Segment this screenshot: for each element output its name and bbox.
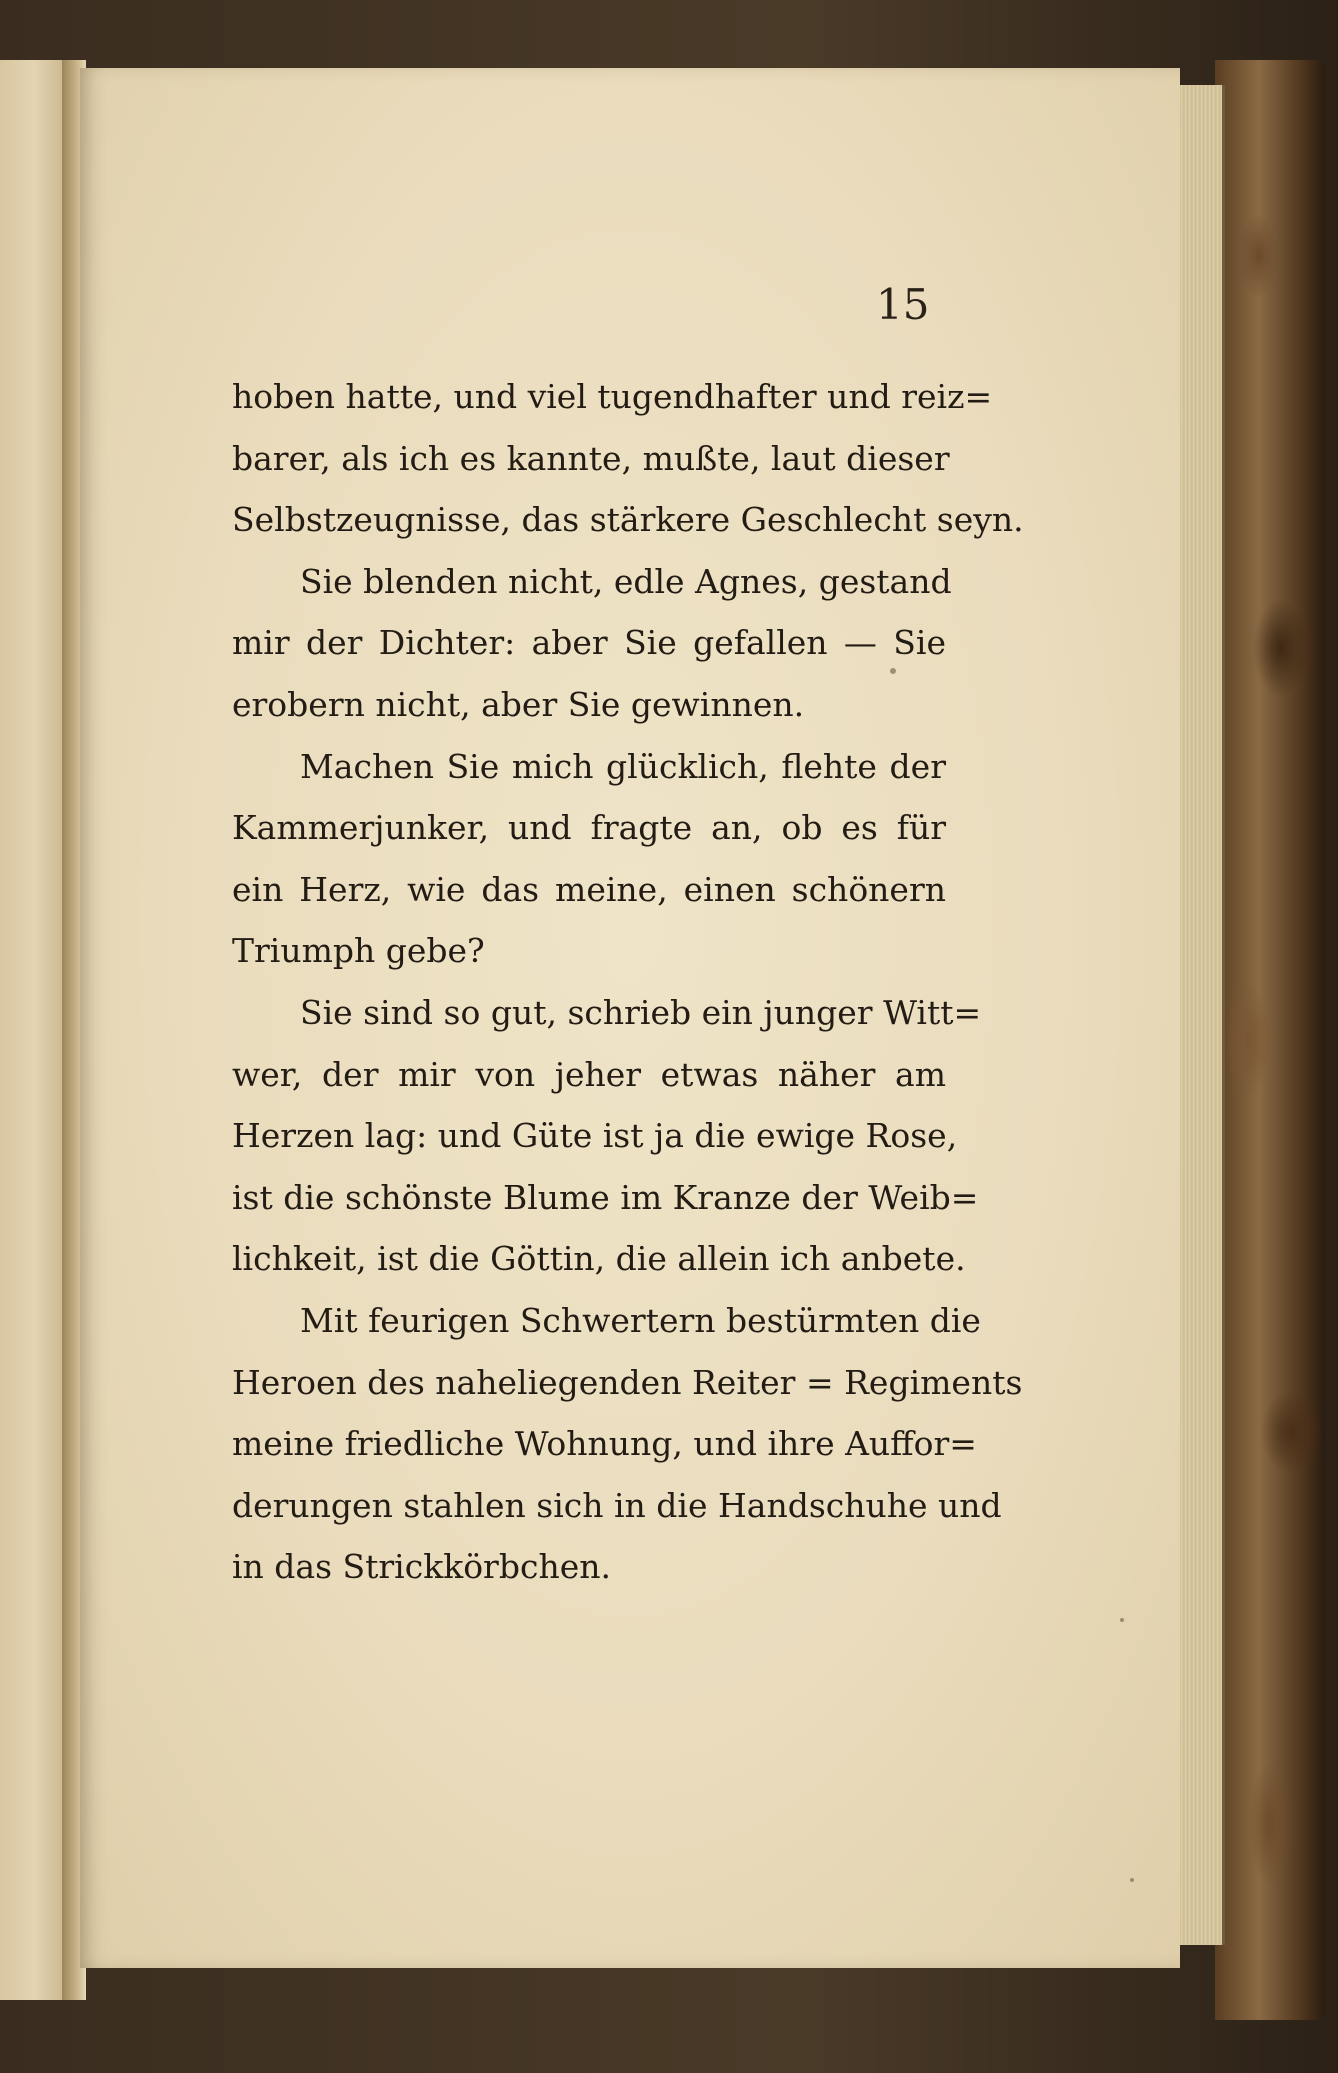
text-line: Sie blenden nicht, edle Agnes, gestand xyxy=(300,561,952,601)
text-line: ein Herz, wie das meine, einen schönern xyxy=(232,869,946,909)
paper-speck xyxy=(1120,1618,1124,1622)
paper-speck xyxy=(1130,1878,1134,1882)
text-line: lichkeit, ist die Göttin, die allein ich anbete. xyxy=(232,1239,966,1279)
text-line: Kammerjunker, und fragte an, ob es für xyxy=(232,808,946,848)
text-line: Mit feurigen Schwertern bestürmten die xyxy=(300,1300,981,1340)
text-line: mir der Dichter: aber Sie gefallen — Sie xyxy=(232,623,946,663)
verso-page-edge xyxy=(0,60,68,2000)
text-line: in das Strickkörbchen. xyxy=(232,1547,611,1587)
text-line: hoben hatte, und viel tugendhafter und reiz= xyxy=(232,377,993,416)
text-line: Sie sind so gut, schrieb ein junger Witt= xyxy=(300,992,982,1032)
page-text xyxy=(232,366,1024,1598)
page-number: 15 xyxy=(876,280,930,329)
text-line: meine friedliche Wohnung, und ihre Auffor= xyxy=(232,1424,977,1464)
text-line: wer, der mir von jeher etwas näher am xyxy=(232,1054,946,1094)
text-line: Selbstzeugnisse, das stärkere Geschlecht seyn. xyxy=(232,500,1024,540)
text-line: Triumph gebe? xyxy=(232,931,485,971)
text-line: derungen stahlen sich in die Handschuhe und xyxy=(232,1485,1002,1525)
text-line: erobern nicht, aber Sie gewinnen. xyxy=(232,684,805,724)
text-line: Heroen des naheliegenden Reiter = Regiments xyxy=(232,1362,1023,1402)
text-line: barer, als ich es kannte, mußte, laut dieser xyxy=(232,438,950,478)
text-line: Machen Sie mich glücklich, flehte der xyxy=(300,746,946,786)
marbled-cover-board xyxy=(1215,60,1325,2020)
text-line: ist die schönste Blume im Kranze der Weib= xyxy=(232,1177,979,1217)
text-line: Herzen lag: und Güte ist ja die ewige Rose, xyxy=(232,1116,958,1156)
